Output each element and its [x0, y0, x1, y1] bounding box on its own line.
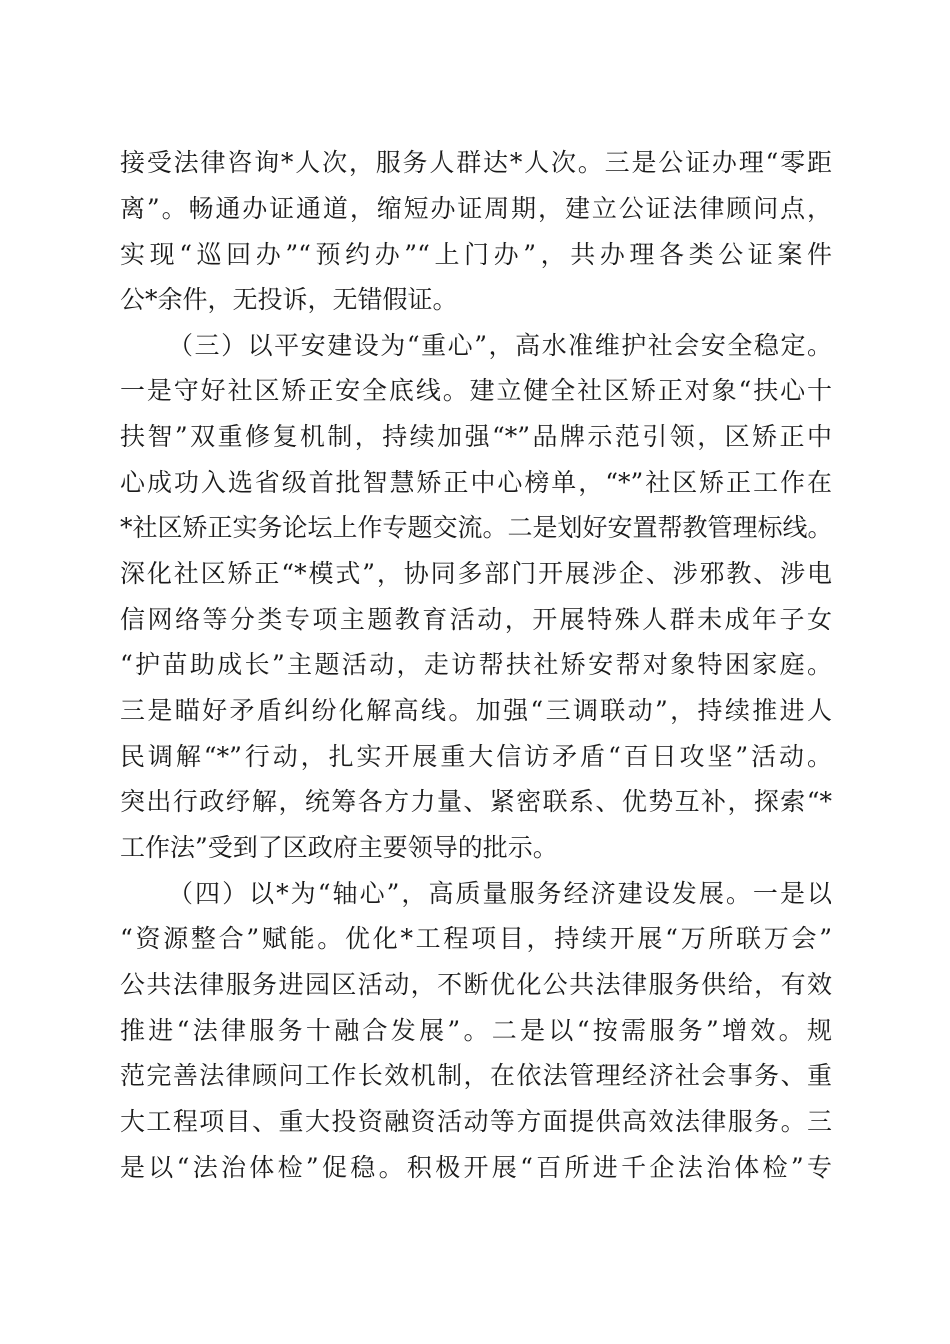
- text-line-12: “护苗助成长”主题活动，走访帮扶社矫安帮对象特困家庭。: [120, 650, 832, 679]
- text-line-9: *社区矫正实务论坛上作专题交流。二是划好安置帮教管理标线。: [120, 513, 833, 542]
- text-line-1: 接受法律咨询*人次，服务人群达*人次。三是公证办理“零距: [120, 148, 832, 177]
- text-line-22: 大工程项目、重大投资融资活动等方面提供高效法律服务。三: [120, 1107, 832, 1136]
- text-line-7: 扶智”双重修复机制，持续加强“*”品牌示范引领，区矫正中: [120, 422, 832, 451]
- text-line-15: 突出行政纾解，统筹各方力量、紧密联系、优势互补，探索“*: [120, 787, 832, 816]
- text-line-8: 心成功入选省级首批智慧矫正中心榜单，“*”社区矫正工作在: [120, 468, 832, 497]
- text-line-16: 工作法”受到了区政府主要领导的批示。: [120, 833, 558, 862]
- text-line-3: 实现“巡回办”“预约办”“上门办”，共办理各类公证案件: [120, 240, 832, 269]
- text-line-14: 民调解“*”行动，扎实开展重大信访矛盾“百日攻坚”活动。: [120, 742, 832, 771]
- section-heading-three: （三）以平安建设为“重心”，高水准维护社会安全稳定。: [168, 331, 832, 360]
- text-line-21: 范完善法律顾问工作长效机制，在依法管理经济社会事务、重: [120, 1061, 832, 1090]
- text-line-23: 是以“法治体检”促稳。积极开展“百所进千企法治体检”专: [120, 1153, 832, 1182]
- text-line-10: 深化社区矫正“*模式”，协同多部门开展涉企、涉邪教、涉电: [120, 559, 832, 588]
- text-line-4: 公*余件，无投诉，无错假证。: [120, 285, 458, 314]
- text-line-2: 离”。畅通办证通道，缩短办证周期，建立公证法律顾问点，: [120, 194, 832, 223]
- section-heading-four: （四）以*为“轴心”，高质量服务经济建设发展。一是以: [168, 879, 832, 908]
- text-line-11: 信网络等分类专项主题教育活动，开展特殊人群未成年子女: [120, 605, 832, 634]
- text-line-6: 一是守好社区矫正安全底线。建立健全社区矫正对象“扶心十: [120, 376, 832, 405]
- text-line-20: 推进“法律服务十融合发展”。二是以“按需服务”增效。规: [120, 1016, 832, 1045]
- text-line-13: 三是瞄好矛盾纠纷化解高线。加强“三调联动”，持续推进人: [120, 696, 832, 725]
- text-line-19: 公共法律服务进园区活动，不断优化公共法律服务供给，有效: [120, 970, 832, 999]
- text-line-18: “资源整合”赋能。优化*工程项目，持续开展“万所联万会”: [120, 924, 832, 953]
